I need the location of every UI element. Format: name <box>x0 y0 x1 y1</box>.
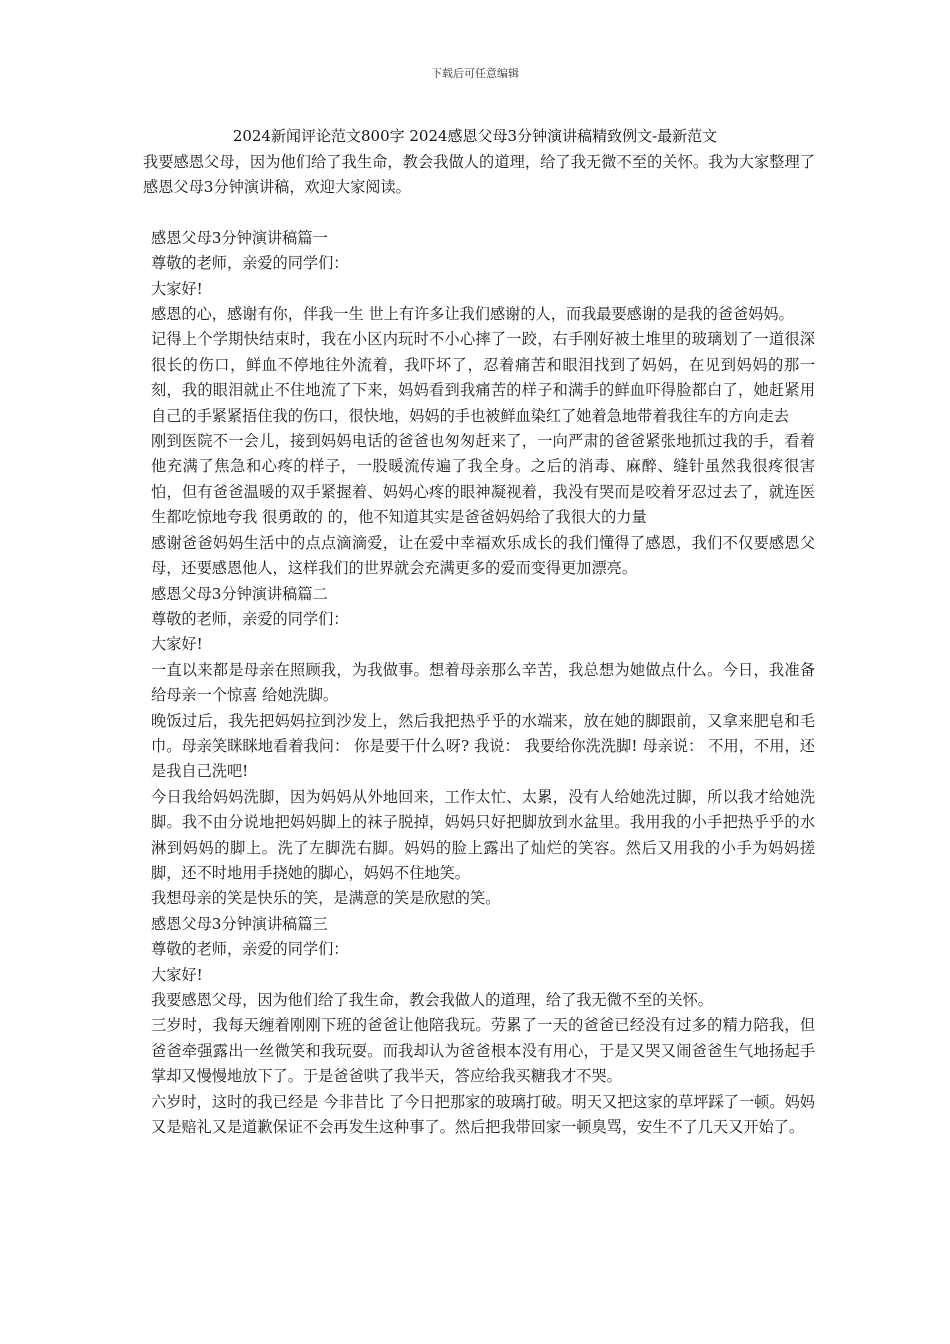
body-paragraph: 六岁时，这时的我已经是 今非昔比 了今日把那家的玻璃打破。明天又把这家的草坪踩了一顿。妈妈又是赔礼又是道歉保证不会再发生这种事了。然后把我带回家一顿臭骂，安生不了几天又开始了。 <box>151 1092 815 1137</box>
body-paragraph: 感恩的心，感谢有你，伴我一生 世上有许多让我们感谢的人，而我最要感谢的是我的爸爸妈妈。 <box>151 305 794 324</box>
intro-paragraph: 我要感恩父母，因为他们给了我生命，教会我做人的道理，给了我无微不至的关怀。我为大家整理了感恩父母3分钟演讲稿，欢迎大家阅读。 <box>143 153 815 197</box>
section-heading: 感恩父母3分钟演讲稿篇二 <box>151 584 328 603</box>
document-title: 2024新闻评论范文800字 2024感恩父母3分钟演讲稿精致例文-最新范文 <box>232 127 718 145</box>
greeting: 大家好! <box>151 635 203 654</box>
body-paragraph: 一直以来都是母亲在照顾我，为我做事。想着母亲那么辛苦，我总想为她做点什么。今日，我准备给母亲一个惊喜 给她洗脚。 <box>151 660 815 705</box>
body-paragraph: 我想母亲的笑是快乐的笑，是满意的笑是欣慰的笑。 <box>151 889 501 908</box>
salutation: 尊敬的老师，亲爱的同学们： <box>151 254 349 273</box>
body-paragraph: 晚饭过后，我先把妈妈拉到沙发上，然后我把热乎乎的水端来，放在她的脚跟前，又拿来肥皂和毛巾。母亲笑眯眯地看着我问： 你是要干什么呀? 我说： 我要给你洗洗脚! 母亲说： 不用，不用，还是我自己洗吧! <box>151 711 815 781</box>
header-note: 下载后可任意编辑 <box>431 67 519 80</box>
body-paragraph: 刚到医院不一会儿，接到妈妈电话的爸爸也匆匆赶来了，一向严肃的爸爸紧张地抓过我的手，看着他充满了焦急和心疼的样子，一股暖流传遍了我全身。之后的消毒、麻醉、缝针虽然我很疼很害怕，但有爸爸温暖的双手紧握着、妈妈心疼的眼神凝视着，我没有哭而是咬着牙忍过去了，就连医生都吃惊地夸我 很勇敢的 的，他不知道其实是爸爸妈妈给了我很大的力量 <box>151 432 815 527</box>
salutation: 尊敬的老师，亲爱的同学们： <box>151 940 349 959</box>
body-paragraph: 今日我给妈妈洗脚，因为妈妈从外地回来，工作太忙、太累，没有人给她洗过脚，所以我才给她洗脚。我不由分说地把妈妈脚上的袜子脱掉，妈妈只好把脚放到水盆里。我用我的小手把热乎乎的水淋到妈妈的脚上。洗了左脚洗右脚。妈妈的脸上露出了灿烂的笑容。然后又用我的小手为妈妈搓脚，还不时地用手挠她的脚心，妈妈不住地笑。 <box>151 787 815 882</box>
document-body <box>143 150 815 1140</box>
section-heading: 感恩父母3分钟演讲稿篇一 <box>151 228 328 247</box>
section-heading: 感恩父母3分钟演讲稿篇三 <box>151 914 328 933</box>
body-paragraph: 感谢爸爸妈妈生活中的点点滴滴爱，让在爱中幸福欢乐成长的我们懂得了感恩，我们不仅要感恩父母，还要感恩他人，这样我们的世界就会充满更多的爱而变得更加漂亮。 <box>151 533 815 578</box>
greeting: 大家好! <box>151 279 203 298</box>
body-paragraph: 我要感恩父母，因为他们给了我生命，教会我做人的道理，给了我无微不至的关怀。 <box>151 991 713 1009</box>
greeting: 大家好! <box>151 965 203 984</box>
blank-line <box>143 201 815 226</box>
salutation: 尊敬的老师，亲爱的同学们： <box>151 609 349 628</box>
body-paragraph: 记得上个学期快结束时，我在小区内玩时不小心摔了一跤，右手刚好被土堆里的玻璃划了一道很深很长的伤口，鲜血不停地往外流着，我吓坏了，忍着痛苦和眼泪找到了妈妈，在见到妈妈的那一刻，我的眼泪就止不住地流了下来，妈妈看到我痛苦的样子和满手的鲜血吓得脸都白了，她赶紧用自己的手紧紧捂住我的伤口，很快地，妈妈的手也被鲜血染红了她着急地带着我往车的方向走去 <box>151 330 815 425</box>
body-paragraph: 三岁时，我每天缠着刚刚下班的爸爸让他陪我玩。劳累了一天的爸爸已经没有过多的精力陪我，但爸爸牵强露出一丝微笑和我玩耍。而我却认为爸爸根本没有用心，于是又哭又闹爸爸生气地扬起手掌却又慢慢地放下了。于是爸爸哄了我半天，答应给我买糖我才不哭。 <box>151 1016 815 1086</box>
